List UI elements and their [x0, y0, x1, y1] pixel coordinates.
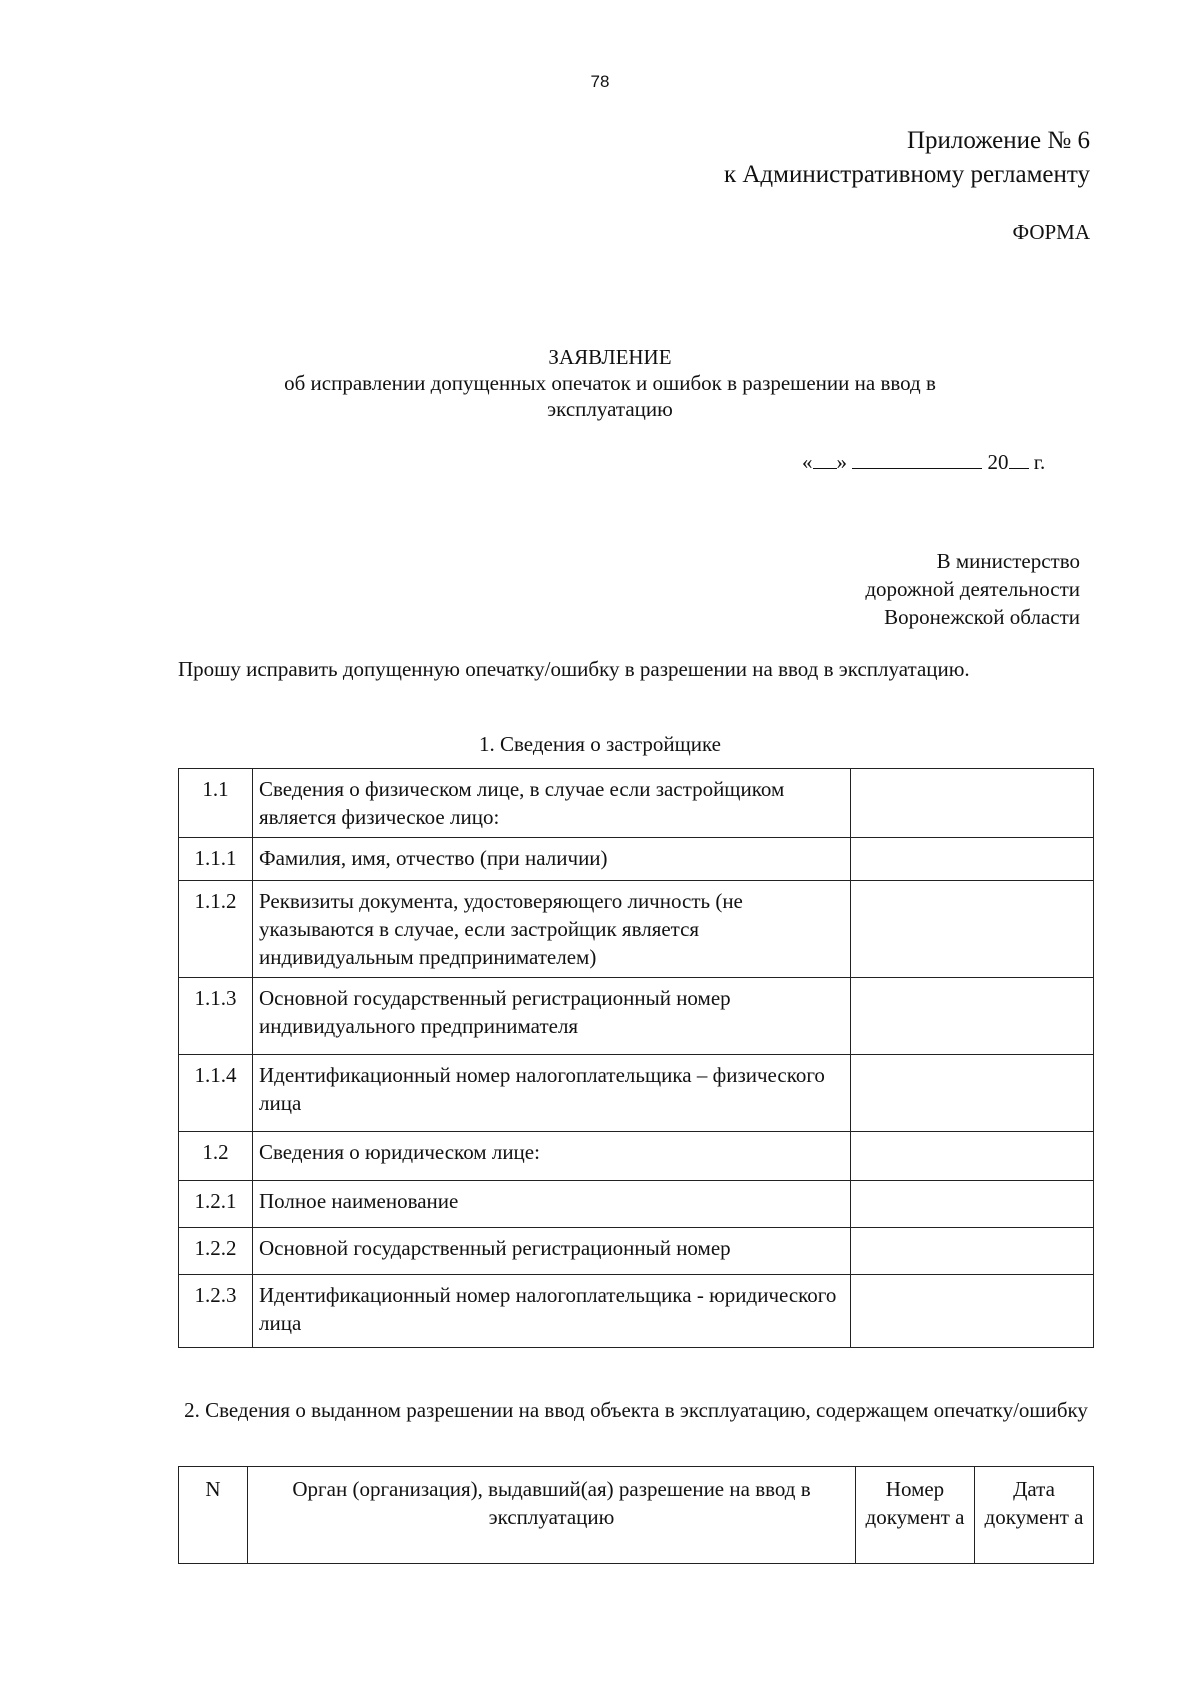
table-row: [179, 1132, 1094, 1181]
developer-info-table: [178, 768, 1094, 1348]
form-label: ФОРМА: [1012, 220, 1090, 244]
title-subtitle: об исправлении допущенных опечаток и ошибок в разрешении на ввод в эксплуатацию: [284, 371, 936, 421]
page-number: 78: [590, 72, 610, 91]
section-1-title: 1. Сведения о застройщике: [478, 732, 721, 756]
row-value-field[interactable]: [851, 1055, 1094, 1132]
recipient-line-1: В министерство: [936, 549, 1080, 573]
date-close-quote: »: [836, 450, 847, 474]
row-value-field[interactable]: [851, 1228, 1094, 1275]
column-header-organ: Орган (организация), выдавший(ая) разрешение на ввод в эксплуатацию: [248, 1467, 856, 1564]
row-value-field[interactable]: [851, 838, 1094, 881]
row-label: Основной государственный регистрационный номер индивидуального предпринимателя: [253, 978, 851, 1055]
row-value-field[interactable]: [851, 1181, 1094, 1228]
row-value-field[interactable]: [851, 1275, 1094, 1348]
row-number: 1.1.2: [179, 881, 253, 978]
row-label: Реквизиты документа, удостоверяющего личность (не указываются в случае, если застройщик является индивидуальным предпринимателем): [253, 881, 851, 978]
appendix-heading: [724, 124, 1090, 192]
table-row: [179, 769, 1094, 838]
row-label: Сведения о юридическом лице:: [253, 1132, 851, 1181]
row-label: Сведения о физическом лице, в случае если застройщиком является физическое лицо:: [253, 769, 851, 838]
column-header-number: Номер документ а: [856, 1467, 975, 1564]
recipient-line-2: дорожной деятельности: [865, 577, 1080, 601]
table-row: [179, 1181, 1094, 1228]
recipient-block: [865, 547, 1080, 631]
row-number: 1.2.3: [179, 1275, 253, 1348]
table-row: [179, 1275, 1094, 1348]
date-line: [802, 450, 1045, 475]
table-row: [179, 978, 1094, 1055]
row-number: 1.2.1: [179, 1181, 253, 1228]
date-year-blank[interactable]: [1009, 450, 1029, 469]
document-title: [240, 344, 980, 422]
row-number: 1.1.1: [179, 838, 253, 881]
row-label: Идентификационный номер налогоплательщика - юридического лица: [253, 1275, 851, 1348]
appendix-number: Приложение № 6: [906, 127, 1090, 154]
column-header-date: Дата документ а: [975, 1467, 1094, 1564]
section-2-title: 2. Сведения о выданном разрешении на ввод объекта в эксплуатацию, содержащем опечатку/ошибку: [184, 1398, 1088, 1422]
row-value-field[interactable]: [851, 1132, 1094, 1181]
date-suffix: г.: [1033, 450, 1046, 474]
row-value-field[interactable]: [851, 978, 1094, 1055]
row-label: Основной государственный регистрационный номер: [253, 1228, 851, 1275]
row-number: 1.2: [179, 1132, 253, 1181]
appendix-reference: к Административному регламенту: [723, 161, 1090, 188]
recipient-line-3: Воронежской области: [884, 605, 1080, 629]
permit-info-table: [178, 1466, 1094, 1564]
date-day-blank[interactable]: [813, 450, 837, 469]
column-header-n: N: [179, 1467, 248, 1564]
date-month-blank[interactable]: [852, 450, 982, 469]
table-row: [179, 1228, 1094, 1275]
row-label: Фамилия, имя, отчество (при наличии): [253, 838, 851, 881]
request-text: Прошу исправить допущенную опечатку/ошибку в разрешении на ввод в эксплуатацию.: [178, 657, 970, 681]
table-row: [179, 881, 1094, 978]
date-year-prefix: 20: [987, 450, 1009, 474]
table-row: [179, 838, 1094, 881]
date-open-quote: «: [802, 450, 813, 474]
row-value-field[interactable]: [851, 769, 1094, 838]
row-label: Идентификационный номер налогоплательщика – физического лица: [253, 1055, 851, 1132]
table-row: [179, 1055, 1094, 1132]
table-header-row: [179, 1467, 1094, 1564]
row-number: 1.1: [179, 769, 253, 838]
row-number: 1.2.2: [179, 1228, 253, 1275]
row-value-field[interactable]: [851, 881, 1094, 978]
row-number: 1.1.4: [179, 1055, 253, 1132]
title-heading: ЗАЯВЛЕНИЕ: [548, 345, 672, 369]
row-label: Полное наименование: [253, 1181, 851, 1228]
row-number: 1.1.3: [179, 978, 253, 1055]
